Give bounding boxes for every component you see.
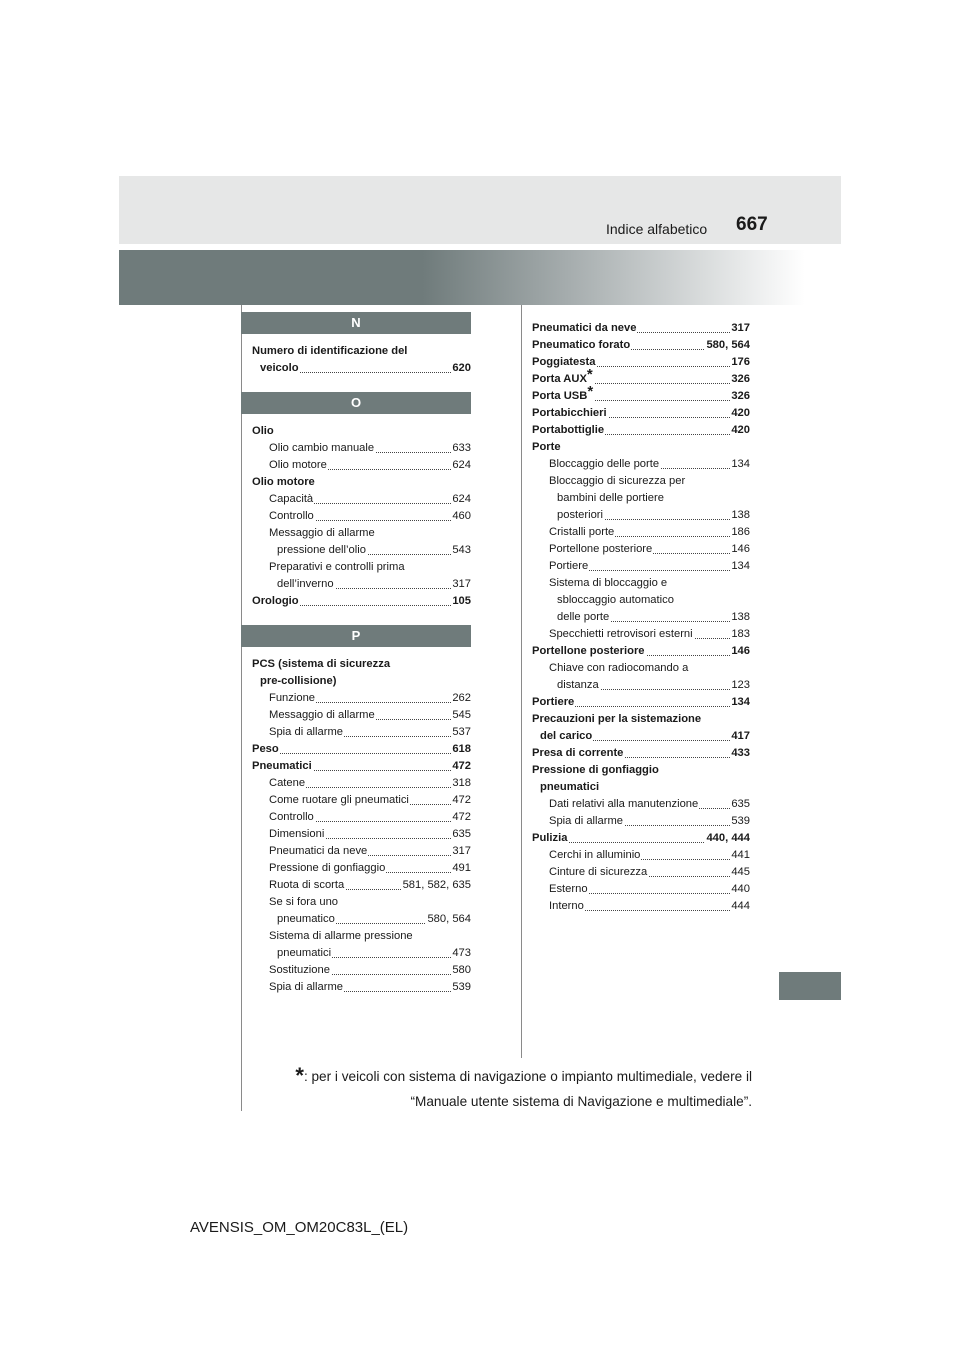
index-entry-label: dell’inverno bbox=[277, 578, 334, 590]
index-entry bbox=[252, 542, 471, 559]
index-entry-text bbox=[549, 473, 686, 490]
index-entry-page: 543 bbox=[451, 542, 471, 559]
index-entry bbox=[532, 524, 750, 541]
index-entry-label: Portiere bbox=[532, 696, 575, 708]
page-number: 667 bbox=[736, 214, 768, 235]
index-entry-page: 539 bbox=[451, 979, 471, 996]
index-entry-page: 433 bbox=[730, 745, 750, 762]
index-entry bbox=[532, 473, 750, 490]
index-entry-page: 417 bbox=[730, 728, 750, 745]
letter-spacer bbox=[252, 414, 471, 423]
index-entry-page: 105 bbox=[451, 593, 471, 610]
index-entry bbox=[532, 575, 750, 592]
column-divider-middle bbox=[521, 305, 522, 1058]
index-entry bbox=[252, 945, 471, 962]
index-entry-text bbox=[540, 728, 593, 745]
index-entry-label: Orologio bbox=[252, 595, 299, 607]
index-entry bbox=[252, 809, 471, 826]
index-entry-text bbox=[549, 541, 653, 558]
index-entry bbox=[252, 673, 471, 690]
index-entry bbox=[252, 576, 471, 593]
index-entry-text bbox=[269, 928, 414, 945]
index-entry-text bbox=[549, 558, 589, 575]
index-entry-page: 134 bbox=[730, 558, 750, 575]
index-entry bbox=[252, 860, 471, 877]
index-entry bbox=[532, 592, 750, 609]
index-entry-page: 440, 444 bbox=[705, 830, 750, 847]
index-entry-page: 420 bbox=[730, 405, 750, 422]
index-entry-text bbox=[557, 507, 604, 524]
index-entry-page: 580 bbox=[451, 962, 471, 979]
index-entry bbox=[532, 796, 750, 813]
index-entry-label: Funzione bbox=[269, 692, 316, 704]
letter-spacer bbox=[252, 647, 471, 656]
index-entry-label: Pressione di gonfiaggio bbox=[532, 764, 659, 776]
index-entry bbox=[252, 962, 471, 979]
index-entry-text bbox=[269, 457, 328, 474]
index-entry bbox=[252, 593, 471, 610]
index-entry bbox=[252, 343, 471, 360]
index-entry-label: Cristalli porte bbox=[549, 526, 615, 538]
index-entry bbox=[252, 758, 471, 775]
index-entry-label: Dati relativi alla manutenzione bbox=[549, 798, 699, 810]
index-entry bbox=[252, 775, 471, 792]
index-entry-page: 318 bbox=[451, 775, 471, 792]
footnote-line-2: “Manuale utente sistema di Navigazione e multimediale”. bbox=[410, 1094, 752, 1109]
index-entry-text bbox=[532, 711, 702, 728]
index-entry bbox=[252, 877, 471, 894]
index-entry-text bbox=[269, 724, 344, 741]
index-entry-label: Spia di allarme bbox=[549, 815, 623, 827]
index-entry-page: 326 bbox=[730, 388, 750, 405]
index-entry-text bbox=[269, 962, 331, 979]
index-entry-label: pneumatici bbox=[277, 947, 332, 959]
index-entry-text bbox=[277, 576, 335, 593]
footnote bbox=[246, 1063, 752, 1114]
index-entry-label: Olio bbox=[252, 425, 274, 437]
index-entry-label: Dimensioni bbox=[269, 828, 325, 840]
index-entry-label: Olio motore bbox=[269, 459, 327, 471]
index-entry-label: Spia di allarme bbox=[269, 981, 343, 993]
index-entry-page: 317 bbox=[451, 843, 471, 860]
index-entry-label: bambini delle portiere bbox=[557, 492, 664, 504]
index-entry-text bbox=[532, 830, 568, 847]
chapter-side-tab bbox=[779, 972, 841, 1000]
index-entry bbox=[532, 541, 750, 558]
index-entry-label: Interno bbox=[549, 900, 584, 912]
index-entry-label: Come ruotare gli pneumatici bbox=[269, 794, 409, 806]
index-entry bbox=[252, 894, 471, 911]
index-column-left bbox=[252, 312, 471, 996]
index-entry-page: 134 bbox=[730, 456, 750, 473]
index-entry-page: 537 bbox=[451, 724, 471, 741]
index-entry bbox=[532, 728, 750, 745]
index-entry-label: posteriori bbox=[557, 509, 604, 521]
index-entry bbox=[252, 440, 471, 457]
index-entry-page: 440 bbox=[730, 881, 750, 898]
index-entry-text bbox=[252, 593, 300, 610]
index-entry bbox=[532, 366, 750, 388]
index-entry-page: 624 bbox=[451, 457, 471, 474]
index-entry-label: delle porte bbox=[557, 611, 610, 623]
index-entry-text bbox=[549, 575, 668, 592]
index-entry-label: Pneumatici da neve bbox=[269, 845, 368, 857]
index-entry-label: Chiave con radiocomando a bbox=[549, 662, 689, 674]
index-entry-text bbox=[269, 559, 406, 576]
index-entry-page: 183 bbox=[730, 626, 750, 643]
index-entry-text bbox=[277, 911, 336, 928]
index-entry-label: Preparativi e controlli prima bbox=[269, 561, 405, 573]
footnote-asterisk: * bbox=[587, 383, 594, 401]
index-entry bbox=[252, 724, 471, 741]
index-entry-text bbox=[557, 609, 610, 626]
index-entry bbox=[532, 745, 750, 762]
index-entry-text bbox=[549, 524, 615, 541]
index-entry-page: 635 bbox=[730, 796, 750, 813]
index-entry-page: 618 bbox=[451, 741, 471, 758]
index-entry-text bbox=[252, 423, 275, 440]
index-entry-label: Sistema di bloccaggio e bbox=[549, 577, 668, 589]
index-letter-header: O bbox=[241, 392, 471, 414]
index-entry-label: Olio cambio manuale bbox=[269, 442, 375, 454]
index-entry-label: Specchietti retrovisori esterni bbox=[549, 628, 693, 640]
index-entry-label: Numero di identificazione del bbox=[252, 345, 408, 357]
index-entry bbox=[252, 792, 471, 809]
index-entry-text bbox=[252, 758, 313, 775]
index-entry-text bbox=[269, 792, 410, 809]
index-entry-page: 460 bbox=[451, 508, 471, 525]
index-entry-text bbox=[269, 775, 306, 792]
index-entry-page: 635 bbox=[451, 826, 471, 843]
index-entry-label: Sistema di allarme pressione bbox=[269, 930, 413, 942]
index-letter-header: N bbox=[241, 312, 471, 334]
index-entry-text bbox=[549, 864, 648, 881]
index-entry-text bbox=[532, 762, 660, 779]
index-entry-page: 262 bbox=[451, 690, 471, 707]
index-entry bbox=[252, 826, 471, 843]
index-entry bbox=[532, 490, 750, 507]
index-entry-label: Portellone posteriore bbox=[532, 645, 645, 657]
index-entry-page: 146 bbox=[730, 541, 750, 558]
index-entry-text bbox=[540, 779, 600, 796]
index-entry bbox=[532, 677, 750, 694]
index-entry-text bbox=[557, 677, 600, 694]
index-entry-page: 445 bbox=[730, 864, 750, 881]
index-entry-page: 580, 564 bbox=[705, 337, 750, 354]
index-entry-label: Esterno bbox=[549, 883, 588, 895]
index-entry-label: Poggiatesta bbox=[532, 356, 596, 368]
index-entry-label: Messaggio di allarme bbox=[269, 709, 375, 721]
index-entry bbox=[532, 813, 750, 830]
index-entry bbox=[532, 762, 750, 779]
index-entry-page: 633 bbox=[451, 440, 471, 457]
index-entry bbox=[532, 779, 750, 796]
index-entry-text bbox=[532, 366, 594, 388]
index-entry-text bbox=[549, 626, 694, 643]
index-entry bbox=[252, 474, 471, 491]
index-entry-page: 472 bbox=[451, 758, 471, 775]
index-entry-text bbox=[549, 847, 641, 864]
index-entry-text bbox=[557, 490, 665, 507]
index-entry-label: pneumatico bbox=[277, 913, 335, 925]
index-entry bbox=[532, 711, 750, 728]
section-title: Indice alfabetico bbox=[606, 221, 708, 237]
index-entry-page: 138 bbox=[730, 507, 750, 524]
index-entry bbox=[252, 656, 471, 673]
index-entry-text bbox=[277, 542, 367, 559]
index-entry bbox=[532, 830, 750, 847]
index-entry-text bbox=[532, 439, 562, 456]
index-entry bbox=[252, 508, 471, 525]
index-entry-label: Portiere bbox=[549, 560, 589, 572]
index-entry-page: 134 bbox=[730, 694, 750, 711]
index-entry-label: Presa di corrente bbox=[532, 747, 624, 759]
index-entry-label: Peso bbox=[252, 743, 279, 755]
index-letter-header: P bbox=[241, 625, 471, 647]
index-entry-label: Precauzioni per la sistemazione bbox=[532, 713, 702, 725]
index-entry-label: Pressione di gonfiaggio bbox=[269, 862, 386, 874]
index-entry-label: Controllo bbox=[269, 811, 314, 823]
index-entry-text bbox=[532, 694, 575, 711]
index-entry bbox=[252, 928, 471, 945]
index-entry bbox=[532, 337, 750, 354]
index-entry-label: distanza bbox=[557, 679, 599, 691]
index-entry bbox=[252, 690, 471, 707]
index-entry-page: 473 bbox=[451, 945, 471, 962]
index-entry-text bbox=[269, 860, 386, 877]
index-entry-label: Pulizia bbox=[532, 832, 568, 844]
index-entry-page: 580, 564 bbox=[426, 911, 471, 928]
index-entry-text bbox=[549, 456, 660, 473]
index-entry-text bbox=[532, 745, 624, 762]
index-entry-text bbox=[269, 525, 376, 542]
index-entry-label: Catene bbox=[269, 777, 306, 789]
index-entry-text bbox=[269, 826, 325, 843]
index-entry-text bbox=[269, 809, 315, 826]
document-code: AVENSIS_OM_OM20C83L_(EL) bbox=[190, 1219, 409, 1236]
index-entry bbox=[532, 422, 750, 439]
index-entry-text bbox=[557, 592, 675, 609]
index-entry bbox=[532, 898, 750, 915]
index-entry-text bbox=[532, 320, 637, 337]
dot-leader bbox=[252, 752, 471, 754]
index-entry-text bbox=[532, 422, 605, 439]
index-entry-label: Se si fora uno bbox=[269, 896, 339, 908]
index-entry-text bbox=[269, 877, 345, 894]
index-entry-label: Bloccaggio delle porte bbox=[549, 458, 660, 470]
index-entry-label: Controllo bbox=[269, 510, 314, 522]
letter-spacer bbox=[252, 610, 471, 625]
index-entry bbox=[532, 643, 750, 660]
index-entry-text bbox=[269, 979, 344, 996]
index-entry-page: 472 bbox=[451, 792, 471, 809]
index-entry-page: 441 bbox=[730, 847, 750, 864]
index-entry-label: del carico bbox=[540, 730, 593, 742]
index-entry bbox=[532, 864, 750, 881]
index-entry-label: Porte bbox=[532, 441, 561, 453]
index-entry-text bbox=[277, 945, 332, 962]
index-entry-text bbox=[260, 360, 300, 377]
index-entry-text bbox=[252, 741, 280, 758]
index-entry-label: sbloccaggio automatico bbox=[557, 594, 674, 606]
index-entry bbox=[532, 320, 750, 337]
index-entry-text bbox=[269, 690, 316, 707]
index-entry-page: 176 bbox=[730, 354, 750, 371]
letter-spacer bbox=[252, 377, 471, 392]
index-entry bbox=[532, 405, 750, 422]
index-entry-text bbox=[269, 894, 339, 911]
index-entry-label: Cinture di sicurezza bbox=[549, 866, 648, 878]
index-entry-label: Bloccaggio di sicurezza per bbox=[549, 475, 686, 487]
index-entry bbox=[532, 694, 750, 711]
index-entry-text bbox=[269, 707, 376, 724]
index-entry bbox=[252, 979, 471, 996]
index-entry-text bbox=[252, 343, 408, 360]
index-entry-label: PCS (sistema di sicurezza bbox=[252, 658, 391, 670]
index-entry-text bbox=[532, 383, 594, 405]
header-band bbox=[119, 176, 841, 244]
index-entry bbox=[532, 660, 750, 677]
index-entry-page: 472 bbox=[451, 809, 471, 826]
index-entry-label: pressione dell’olio bbox=[277, 544, 366, 556]
index-entry bbox=[252, 423, 471, 440]
index-entry-page: 581, 582, 635 bbox=[402, 877, 471, 894]
index-entry-page: 539 bbox=[730, 813, 750, 830]
index-entry bbox=[532, 439, 750, 456]
index-entry-page: 123 bbox=[730, 677, 750, 694]
index-entry bbox=[252, 559, 471, 576]
index-entry bbox=[252, 360, 471, 377]
index-entry-text bbox=[549, 660, 689, 677]
header-gradient-bar bbox=[119, 250, 841, 305]
index-entry-label: Spia di allarme bbox=[269, 726, 343, 738]
footnote-asterisk: * bbox=[586, 366, 593, 384]
index-entry-label: Porta AUX bbox=[532, 373, 587, 385]
index-entry-label: Pneumatici da neve bbox=[532, 322, 637, 334]
index-entry-label: Ruota di scorta bbox=[269, 879, 345, 891]
index-entry bbox=[532, 847, 750, 864]
index-entry-text bbox=[532, 337, 631, 354]
index-entry-page: 620 bbox=[451, 360, 471, 377]
index-entry-text bbox=[549, 813, 624, 830]
index-entry-page: 444 bbox=[730, 898, 750, 915]
footnote-line-1: *: per i veicoli con sistema di navigazione o impianto multimediale, vedere il bbox=[295, 1063, 752, 1088]
letter-spacer bbox=[252, 334, 471, 343]
index-entry-text bbox=[269, 508, 315, 525]
index-entry bbox=[532, 456, 750, 473]
index-entry bbox=[532, 558, 750, 575]
index-entry bbox=[532, 626, 750, 643]
index-entry-page: 624 bbox=[451, 491, 471, 508]
column-divider-left bbox=[241, 305, 242, 1111]
index-entry-page: 317 bbox=[730, 320, 750, 337]
index-entry-label: pre-collisione) bbox=[260, 675, 337, 687]
index-entry-label: Pneumatico forato bbox=[532, 339, 631, 351]
index-entry-text bbox=[532, 643, 646, 660]
index-entry bbox=[532, 507, 750, 524]
index-entry bbox=[532, 383, 750, 405]
index-entry-text bbox=[549, 881, 589, 898]
index-entry-text bbox=[252, 474, 316, 491]
index-entry-text bbox=[252, 656, 391, 673]
index-entry bbox=[252, 491, 471, 508]
index-entry bbox=[532, 881, 750, 898]
index-entry-text bbox=[532, 405, 608, 422]
index-entry bbox=[252, 525, 471, 542]
index-entry bbox=[252, 457, 471, 474]
index-entry-page: 186 bbox=[730, 524, 750, 541]
index-entry-label: Olio motore bbox=[252, 476, 315, 488]
index-entry-text bbox=[549, 796, 699, 813]
footnote-asterisk: * bbox=[295, 1063, 304, 1088]
index-entry-label: Portabicchieri bbox=[532, 407, 607, 419]
index-entry-page: 420 bbox=[730, 422, 750, 439]
index-column-right bbox=[532, 320, 750, 915]
index-entry-label: veicolo bbox=[260, 362, 299, 374]
index-entry-text bbox=[549, 898, 585, 915]
index-entry-label: Sostituzione bbox=[269, 964, 330, 976]
index-entry-page: 138 bbox=[730, 609, 750, 626]
index-entry-label: Capacità bbox=[269, 493, 314, 505]
index-entry bbox=[252, 911, 471, 928]
index-entry-label: pneumatici bbox=[540, 781, 600, 793]
index-entry-page: 545 bbox=[451, 707, 471, 724]
index-entry-page: 146 bbox=[730, 643, 750, 660]
index-entry-page: 317 bbox=[451, 576, 471, 593]
index-entry-text bbox=[260, 673, 337, 690]
index-entry-label: Pneumatici bbox=[252, 760, 312, 772]
index-entry-label: Porta USB bbox=[532, 390, 588, 402]
index-entry bbox=[532, 354, 750, 371]
index-entry-label: Portabottiglie bbox=[532, 424, 605, 436]
index-entry-text bbox=[269, 843, 368, 860]
index-entry-page: 326 bbox=[730, 371, 750, 388]
index-entry bbox=[252, 843, 471, 860]
index-entry-label: Portellone posteriore bbox=[549, 543, 653, 555]
index-entry bbox=[252, 707, 471, 724]
index-entry bbox=[252, 741, 471, 758]
index-entry bbox=[532, 609, 750, 626]
index-entry-label: Messaggio di allarme bbox=[269, 527, 375, 539]
index-entry-text bbox=[269, 491, 314, 508]
index-entry-text bbox=[269, 440, 375, 457]
index-entry-label: Cerchi in alluminio bbox=[549, 849, 641, 861]
index-entry-page: 491 bbox=[451, 860, 471, 877]
